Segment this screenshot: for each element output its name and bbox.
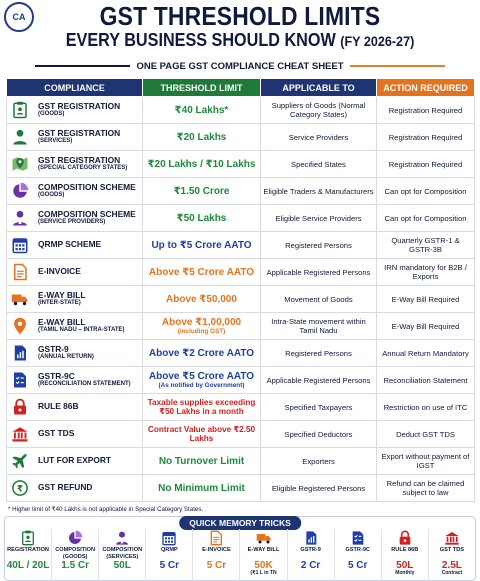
compliance-cell [7, 286, 143, 313]
compliance-wrap [10, 181, 142, 201]
divider-left [35, 65, 130, 67]
quick-memory-item [52, 529, 99, 581]
compliance-text [38, 483, 92, 493]
compliance-name: GST REFUND [38, 482, 93, 493]
compliance-name: GST TDS [38, 428, 75, 439]
applicable-cell: Service Providers [261, 124, 377, 151]
truck-icon [10, 289, 30, 309]
cheat-sheet-text: ONE PAGE GST COMPLIANCE CHEAT SHEET [136, 60, 344, 72]
table-row [7, 124, 475, 151]
location-icon [10, 316, 30, 336]
compliance-wrap [10, 343, 142, 363]
compliance-name: E-WAY BILL [38, 289, 86, 300]
compliance-cell [7, 367, 143, 394]
table-row [7, 286, 475, 313]
table-row [7, 259, 475, 286]
threshold-cell [143, 286, 261, 313]
compliance-name: RULE 86B [38, 401, 79, 412]
compliance-text [38, 291, 85, 308]
user-tie-icon [99, 529, 145, 547]
compliance-wrap [10, 424, 142, 444]
compliance-name: LUT FOR EXPORT [38, 455, 112, 466]
compliance-wrap [10, 262, 142, 282]
quick-memory-label: E-WAY BILL [247, 547, 280, 553]
compliance-cell [7, 421, 143, 448]
compliance-wrap [10, 127, 142, 147]
table-row [7, 151, 475, 178]
threshold-cell [143, 232, 261, 259]
applicable-cell: Suppliers of Goods (Normal Category States) [261, 97, 377, 124]
document-icon [193, 529, 239, 547]
compliance-cell [7, 151, 143, 178]
compliance-cell [7, 178, 143, 205]
action-cell: Quarterly GSTR-1 & GSTR-3B [377, 232, 475, 259]
quick-memory-value: 50L [396, 560, 414, 571]
quick-memory-panel [4, 516, 476, 581]
table-row [7, 232, 475, 259]
action-cell: Annual Return Mandatory [377, 340, 475, 367]
header [0, 0, 480, 58]
compliance-text [38, 429, 74, 439]
action-cell: E-Way Bill Required [377, 313, 475, 340]
action-cell: Registration Required [377, 124, 475, 151]
action-cell: Reconciliation Statement [377, 367, 475, 394]
threshold-cell [143, 124, 261, 151]
quick-memory-value: 5 Cr [159, 560, 180, 571]
compliance-wrap [10, 208, 142, 228]
threshold-sub: (As notified by Government) [158, 382, 245, 389]
applicable-cell: Eligible Traders & Manufacturers [261, 178, 377, 205]
compliance-cell [7, 97, 143, 124]
table-row [7, 340, 475, 367]
refund-icon [10, 478, 30, 498]
action-cell: Refund can be claimed subject to law [377, 475, 475, 502]
compliance-text [38, 372, 131, 389]
quick-memory-label: GST TDS [439, 547, 465, 553]
action-cell: Deduct GST TDS [377, 421, 475, 448]
compliance-sub: (INTER-STATE) [38, 300, 81, 307]
compliance-wrap [10, 289, 142, 309]
applicable-cell: Intra-State movement within Tamil Nadu [261, 313, 377, 340]
compliance-wrap [10, 478, 142, 498]
threshold-cell [143, 151, 261, 178]
quick-memory-value: 50L [113, 560, 131, 571]
quick-memory-item [193, 529, 240, 581]
compliance-text [38, 456, 111, 466]
threshold-value: Taxable supplies exceeding ₹50 Lakhs in a month [147, 398, 256, 416]
compliance-cell [7, 475, 143, 502]
bank-icon [10, 424, 30, 444]
quick-memory-value: 1.5 Cr [61, 560, 90, 571]
compliance-sub: (SERVICE PROVIDERS) [38, 219, 106, 226]
quick-memory-row [5, 529, 475, 581]
compliance-text [38, 129, 120, 146]
compliance-name: GSTR-9C [38, 370, 75, 381]
quick-memory-item [5, 529, 52, 581]
threshold-value: No Minimum Limit [158, 482, 245, 494]
quick-memory-item [288, 529, 335, 581]
table-row [7, 394, 475, 421]
compliance-text [38, 210, 136, 227]
compliance-text [38, 267, 81, 277]
calendar-icon [10, 235, 30, 255]
compliance-text [38, 402, 79, 412]
applicable-cell: Movement of Goods [261, 286, 377, 313]
compliance-name: COMPOSITION SCHEME [38, 181, 136, 192]
compliance-sub: (SERVICES) [38, 138, 73, 145]
threshold-cell [143, 367, 261, 394]
action-cell: Registration Required [377, 97, 475, 124]
table-row [7, 313, 475, 340]
table-row [7, 475, 475, 502]
threshold-value: Above ₹50,000 [166, 293, 237, 305]
threshold-cell [143, 205, 261, 232]
quick-memory-item [382, 529, 429, 581]
compliance-wrap [10, 397, 142, 417]
threshold-cell [143, 313, 261, 340]
threshold-cell [143, 475, 261, 502]
quick-memory-item [335, 529, 382, 581]
compliance-cell [7, 124, 143, 151]
compliance-text [38, 183, 136, 200]
header-action: ACTION REQUIRED [377, 79, 475, 97]
compliance-name: GSTR-9 [38, 343, 69, 354]
compliance-sub: (RECONCILIATION STATEMENT) [38, 381, 131, 388]
clipboard-icon [10, 100, 30, 120]
quick-memory-sub: (₹1 L in TN [250, 570, 277, 576]
quick-memory-label: COMPOSITION (GOODS) [55, 547, 96, 560]
action-cell: Export without payment of IGST [377, 448, 475, 475]
threshold-cell [143, 178, 261, 205]
action-cell: Restriction on use of ITC [377, 394, 475, 421]
compliance-name: E-INVOICE [38, 266, 81, 277]
header-compliance: COMPLIANCE [7, 79, 143, 97]
lock-icon [10, 397, 30, 417]
quick-memory-value: 40L / 20L [6, 560, 50, 571]
report-icon [10, 343, 30, 363]
compliance-sub: (SPECIAL CATEGORY STATES) [38, 165, 128, 172]
threshold-value: ₹20 Lakhs / ₹10 Lakhs [147, 158, 256, 170]
compliance-sub: (GOODS) [38, 111, 65, 118]
compliance-sub: (GOODS) [38, 192, 65, 199]
compliance-wrap [10, 235, 142, 255]
quick-memory-sub: Monthly [395, 570, 415, 576]
clipboard-icon [5, 529, 51, 547]
quick-memory-title: QUICK MEMORY TRICKS [179, 516, 301, 530]
pie-chart-icon [10, 181, 30, 201]
header-threshold: THRESHOLD LIMIT [143, 79, 261, 97]
compliance-wrap [10, 451, 142, 471]
quick-memory-label: GSTR-9 [300, 547, 321, 553]
title-fy: (FY 2026-27) [340, 33, 415, 49]
quick-memory-label: REGISTRATION [7, 547, 49, 553]
compliance-name: GST REGISTRATION [38, 100, 121, 111]
compliance-name: GST REGISTRATION [38, 127, 121, 138]
threshold-cell [143, 421, 261, 448]
compliance-cell [7, 232, 143, 259]
title-line2: EVERY BUSINESS SHOULD KNOW [65, 30, 336, 50]
airplane-icon [10, 451, 30, 471]
svg-text:₹: ₹ [16, 484, 24, 495]
applicable-cell: Exporters [261, 448, 377, 475]
compliance-cell [7, 205, 143, 232]
compliance-text [38, 102, 120, 119]
page-subtitle [24, 30, 456, 51]
pie-chart-icon [52, 529, 98, 547]
quick-memory-sub: Contract [441, 570, 463, 576]
cheat-sheet-label [0, 59, 480, 73]
table-row [7, 367, 475, 394]
compliance-name: QRMP SCHEME [38, 239, 102, 250]
quick-memory-value: 5 Cr [206, 560, 227, 571]
threshold-value: Above ₹5 Crore AATO [148, 266, 255, 278]
threshold-value: No Turnover Limit [158, 455, 245, 467]
compliance-text [38, 156, 127, 173]
quick-memory-label: E-INVOICE [202, 547, 231, 553]
user-tie-icon [10, 208, 30, 228]
lock-icon [382, 529, 428, 547]
threshold-cell [143, 340, 261, 367]
compliance-cell [7, 340, 143, 367]
quick-memory-label: COMPOSITION (SERVICES) [102, 547, 143, 560]
checklist-icon [335, 529, 381, 547]
map-pin-icon [10, 154, 30, 174]
person-icon [10, 127, 30, 147]
quick-memory-label: QRMP [160, 547, 178, 553]
checklist-icon [10, 370, 30, 390]
document-icon [10, 262, 30, 282]
action-cell: IRN mandatory for B2B / Exports [377, 259, 475, 286]
applicable-cell: Applicable Registered Persons [261, 367, 377, 394]
threshold-value: Above ₹5 Crore AATO [148, 371, 255, 382]
compliance-name: COMPOSITION SCHEME [38, 208, 136, 219]
compliance-wrap [10, 100, 142, 120]
compliance-text [38, 318, 125, 335]
compliance-text [38, 345, 94, 362]
table-row [7, 97, 475, 124]
quick-memory-item [429, 529, 475, 581]
applicable-cell: Specified Taxpayers [261, 394, 377, 421]
applicable-cell: Specified States [261, 151, 377, 178]
compliance-sub: (ANNUAL RETURN) [38, 354, 94, 361]
report-icon [288, 529, 334, 547]
applicable-cell: Registered Persons [261, 232, 377, 259]
table-row [7, 178, 475, 205]
applicable-cell: Applicable Registered Persons [261, 259, 377, 286]
quick-memory-item [146, 529, 193, 581]
applicable-cell: Registered Persons [261, 340, 377, 367]
page-title: GST THRESHOLD LIMITS [99, 1, 381, 31]
quick-memory-item [99, 529, 146, 581]
compliance-table [6, 78, 475, 502]
compliance-name: GST REGISTRATION [38, 154, 121, 165]
compliance-text [38, 240, 101, 250]
action-cell: E-Way Bill Required [377, 286, 475, 313]
threshold-value: ₹1.50 Crore [173, 185, 230, 197]
logo: CA [4, 2, 34, 32]
threshold-cell [143, 259, 261, 286]
threshold-cell [143, 97, 261, 124]
quick-memory-label: RULE 86B [391, 547, 419, 553]
footnote: * Higher limit of ₹40 Lakhs is not applicable in Special Category States. [8, 506, 204, 513]
threshold-value: Above ₹1,00,000 [161, 317, 242, 328]
compliance-cell [7, 313, 143, 340]
action-cell: Can opt for Composition [377, 178, 475, 205]
compliance-cell [7, 394, 143, 421]
table-row [7, 421, 475, 448]
applicable-cell: Eligible Service Providers [261, 205, 377, 232]
applicable-cell: Eligible Registered Persons [261, 475, 377, 502]
compliance-sub: (TAMIL NADU – INTRA-STATE) [38, 327, 125, 334]
bank-icon [429, 529, 475, 547]
threshold-value: Up to ₹5 Crore AATO [151, 239, 252, 251]
compliance-wrap [10, 154, 142, 174]
truck-icon [240, 529, 286, 547]
quick-memory-value: 50K [254, 560, 273, 571]
action-cell: Can opt for Composition [377, 205, 475, 232]
threshold-value: ₹40 Lakhs* [174, 104, 229, 116]
action-cell: Registration Required [377, 151, 475, 178]
table-row [7, 205, 475, 232]
quick-memory-value: 2.5L [441, 560, 462, 571]
calendar-icon [146, 529, 192, 547]
compliance-wrap [10, 370, 142, 390]
threshold-value: Contract Value above ₹2.50 Lakhs [147, 425, 256, 443]
compliance-cell [7, 448, 143, 475]
table-row [7, 448, 475, 475]
threshold-value: ₹50 Lakhs [176, 212, 227, 224]
compliance-cell [7, 259, 143, 286]
threshold-cell [143, 448, 261, 475]
quick-memory-item [240, 529, 287, 581]
compliance-name: E-WAY BILL [38, 316, 86, 327]
quick-memory-label: GSTR-9C [345, 547, 370, 553]
applicable-cell: Specified Deductors [261, 421, 377, 448]
threshold-cell [143, 394, 261, 421]
compliance-wrap [10, 316, 142, 336]
header-applicable: APPLICABLE TO [261, 79, 377, 97]
quick-memory-value: 5 Cr [347, 560, 368, 571]
quick-memory-value: 2 Cr [300, 560, 321, 571]
threshold-sub: (including GST) [177, 328, 226, 335]
divider-right [350, 65, 445, 67]
threshold-value: ₹20 Lakhs [176, 131, 227, 143]
threshold-value: Above ₹2 Crore AATO [148, 347, 255, 359]
